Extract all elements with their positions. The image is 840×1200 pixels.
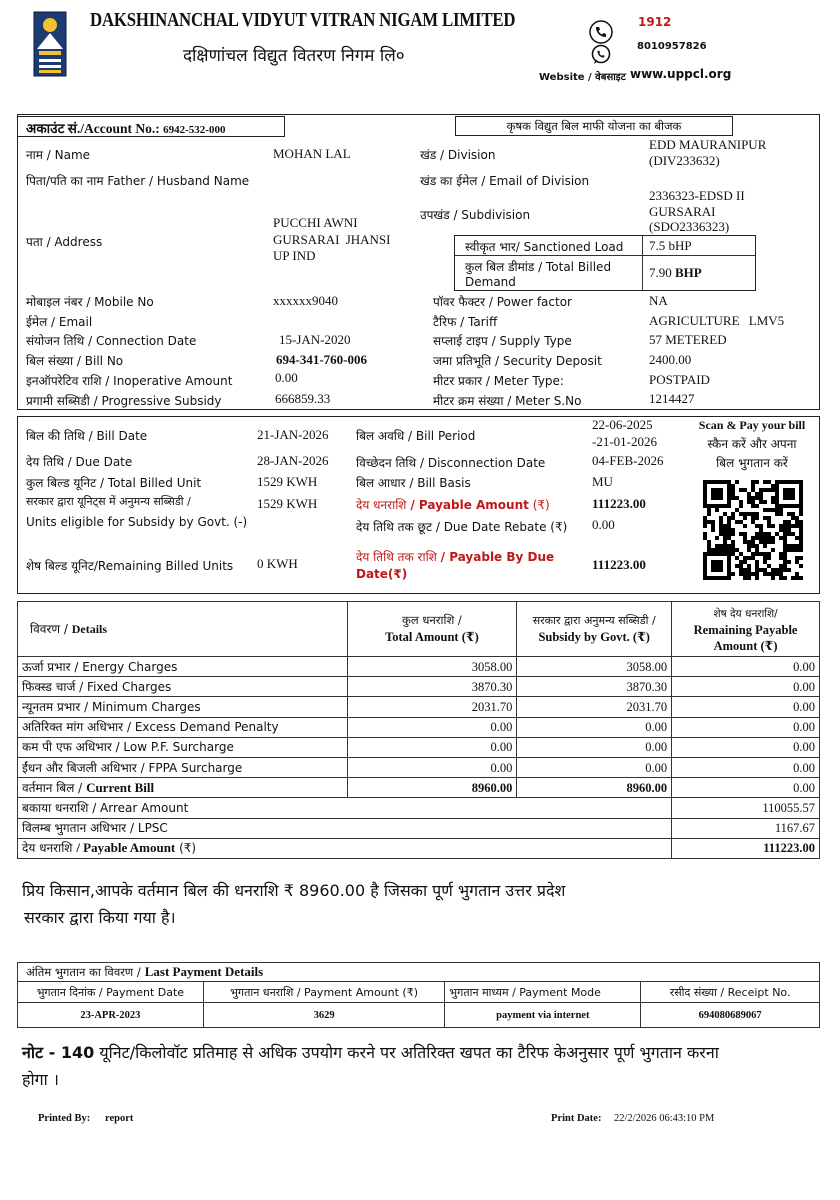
due-date-label: देय तिथि / Due Date (26, 455, 133, 469)
scan-pay-line-3: बिल भुगतान करें (716, 456, 788, 470)
note-units: 140 (60, 1043, 95, 1062)
subsidy-header-2: Subsidy by Govt. (₹) (538, 630, 650, 644)
note-line-2: होगा । (22, 1070, 59, 1089)
arrear-value: 110055.57 (672, 798, 820, 818)
account-number: 6942-532-000 (163, 124, 226, 136)
payable-amount-label (356, 496, 550, 513)
father-label: पिता/पति का नाम Father / Husband Name (26, 174, 250, 188)
payable-due-label-hi: देय तिथि तक राशि (356, 550, 437, 564)
print-date-label: Print Date: (551, 1113, 602, 1124)
meter-sno-label: मीटर क्रम संख्या / Meter S.No (433, 394, 582, 408)
progressive-value: 666859.33 (275, 391, 331, 406)
subsidy-units-value: 1529 KWH (257, 496, 318, 511)
remaining-header-3: Amount (₹) (713, 638, 778, 653)
sanctioned-load-value: 7.5 bHP (649, 238, 692, 253)
pf-value: NA (649, 293, 668, 308)
charge-label: ऊर्जा प्रभार / Energy Charges (18, 657, 348, 677)
bill-date-label: बिल की तिथि / Bill Date (26, 429, 148, 443)
remaining-header-2: Remaining Payable (693, 622, 798, 637)
subsidy-units-label-2: Units eligible for Subsidy by Govt. (-) (26, 515, 248, 529)
payable-row-rupee: (₹) (179, 841, 197, 856)
details-header-en: Details (71, 622, 108, 636)
inoperative-value: 0.00 (275, 370, 298, 385)
charge-subsidy: 3058.00 (517, 657, 672, 677)
subdivision-value-3: (SDO2336323) (649, 219, 730, 234)
website-link[interactable]: www.uppcl.org (630, 67, 732, 81)
progressive-label: प्रगामी सब्सिडी / Progressive Subsidy (26, 394, 222, 408)
payable-row-label-hi: देय धनराशि (22, 841, 73, 856)
table-row (18, 697, 820, 717)
payable-row (18, 838, 820, 858)
last-payment-title-hi: अंतिम भुगतान का विवरण / (26, 965, 141, 979)
payment-date-value: 23-APR-2023 (18, 1003, 204, 1028)
print-date-value: 22/2/2026 06:43:10 PM (614, 1113, 715, 1124)
phone-icon (589, 20, 613, 44)
payment-qr-code[interactable] (703, 480, 803, 580)
connection-date-value: 15-JAN-2020 (279, 332, 351, 347)
charge-subsidy: 0.00 (517, 737, 672, 757)
current-bill-label-hi: वर्तमान बिल / (22, 780, 83, 795)
subdivision-value-1: 2336323-EDSD II (649, 188, 745, 203)
sanctioned-load-label: स्वीकृत भार/ Sanctioned Load (465, 240, 624, 254)
payable-label-rupee: (₹) (532, 498, 550, 512)
bill-basis-value: MU (592, 474, 613, 489)
charge-remaining: 0.00 (672, 717, 820, 737)
bill-period-label: बिल अवधि / Bill Period (356, 429, 476, 443)
table-row (18, 677, 820, 697)
subsidy-header-1: सरकार द्वारा अनुमन्य सब्सिडी / (532, 614, 656, 627)
arrear-label: बकाया धनराशि / Arrear Amount (18, 798, 672, 818)
payment-amount-value: 3629 (203, 1003, 445, 1028)
current-bill-remaining: 0.00 (672, 778, 820, 798)
bill-date-value: 21-JAN-2026 (257, 427, 329, 442)
connection-date-label: संयोजन तिथि / Connection Date (26, 334, 197, 348)
tariff-label: टैरिफ / Tariff (433, 315, 498, 329)
lpsc-label: विलम्ब भुगतान अधिभार / LPSC (18, 818, 672, 838)
address-label: पता / Address (26, 235, 103, 249)
division-email-label: खंड का ईमेल / Email of Division (420, 174, 590, 188)
address-line-2: GURSARAI JHANSI (273, 232, 391, 247)
account-number-box (17, 116, 285, 137)
billed-demand-label-2: Demand (465, 275, 516, 289)
charge-subsidy: 2031.70 (517, 697, 672, 717)
pf-label: पॉवर फैक्टर / Power factor (433, 295, 572, 309)
division-value-2: (DIV233632) (649, 153, 720, 168)
arrear-row (18, 798, 820, 818)
charge-remaining: 0.00 (672, 757, 820, 777)
remaining-header (672, 602, 820, 657)
payable-label-hi: देय धनराशि (356, 498, 407, 512)
total-header-1: कुल धनराशि / (402, 613, 462, 627)
deposit-value: 2400.00 (649, 352, 692, 367)
remaining-units-value: 0 KWH (257, 556, 298, 571)
helpline-number: 1912 (638, 15, 672, 29)
last-payment-title-en: Last Payment Details (144, 964, 264, 979)
email-label: ईमेल / Email (26, 315, 93, 329)
note-text: यूनिट/किलोवॉट प्रतिमाह से अधिक उपयोग करने पर अतिरिक्त खपत का टैरिफ केअनुसार पूर्ण भुगतान करना (94, 1043, 719, 1062)
current-bill-total: 8960.00 (347, 778, 517, 798)
company-name-hi: दक्षिणांचल विद्युत वितरण निगम लि० (183, 46, 405, 66)
payable-row-value: 111223.00 (672, 838, 820, 858)
current-bill-row (18, 778, 820, 798)
charge-total: 3058.00 (347, 657, 517, 677)
farmer-message-line-1: प्रिय किसान,आपके वर्तमान बिल की धनराशि ₹ 8960.00 है जिसका पूर्ण भुगतान उत्तर प्रदेश (22, 881, 566, 900)
whatsapp-icon (590, 44, 612, 66)
table-row (18, 757, 820, 777)
payment-date-header: भुगतान दिनांक / Payment Date (18, 982, 204, 1003)
lpsc-value: 1167.67 (672, 818, 820, 838)
website-label: Website / वेबसाइट (539, 72, 626, 83)
payment-amount-header: भुगतान धनराशि / Payment Amount (₹) (203, 982, 445, 1003)
charge-total: 0.00 (347, 737, 517, 757)
current-bill-subsidy: 8960.00 (517, 778, 672, 798)
charge-label: कम पी एफ अधिभार / Low P.F. Surcharge (18, 737, 348, 757)
mobile-label: मोबाइल नंबर / Mobile No (26, 295, 154, 309)
last-payment-title (18, 963, 820, 982)
payable-due-label-en-1: / Payable By Due (440, 550, 555, 564)
company-name-en: DAKSHINANCHAL VIDYUT VITRAN NIGAM LIMITED (90, 10, 516, 31)
table-row (18, 737, 820, 757)
scan-pay-line-1: Scan & Pay your bill (698, 418, 806, 432)
printed-by-value: report (105, 1113, 134, 1124)
charge-remaining: 0.00 (672, 657, 820, 677)
total-header-2: Total Amount (₹) (385, 630, 479, 644)
address-line-1: PUCCHI AWNI (273, 215, 358, 230)
meter-sno-value: 1214427 (649, 391, 695, 406)
charge-remaining: 0.00 (672, 737, 820, 757)
bill-basis-label: बिल आधार / Bill Basis (356, 476, 471, 490)
account-label: अकाउंट सं./Account No.: (26, 121, 160, 136)
division-label: खंड / Division (420, 148, 496, 162)
charge-remaining: 0.00 (672, 677, 820, 697)
receipt-no-header: रसीद संख्या / Receipt No. (641, 982, 820, 1003)
charge-label: न्यूनतम प्रभार / Minimum Charges (18, 697, 348, 717)
meter-type-label: मीटर प्रकार / Meter Type: (433, 374, 564, 388)
billed-demand-value (649, 265, 702, 281)
bill-period-end: -21-01-2026 (592, 434, 657, 449)
charge-total: 3870.30 (347, 677, 517, 697)
lpsc-row (18, 818, 820, 838)
division-value-1: EDD MAURANIPUR (649, 137, 767, 152)
payable-label-en: / Payable Amount (410, 498, 529, 512)
charge-total: 0.00 (347, 717, 517, 737)
disconnection-value: 04-FEB-2026 (592, 453, 664, 468)
charge-label: फिक्स्ड चार्ज / Fixed Charges (18, 677, 348, 697)
meter-type-value: POSTPAID (649, 372, 710, 387)
charge-remaining: 0.00 (672, 697, 820, 717)
payable-due-label-en-2: Date(₹) (356, 567, 408, 581)
charge-total: 2031.70 (347, 697, 517, 717)
payable-row-label-en: / Payable Amount (76, 840, 176, 856)
disconnection-label: विच्छेदन तिथि / Disconnection Date (356, 456, 546, 470)
bill-no-label: बिल संख्या / Bill No (26, 354, 124, 368)
supply-value: 57 METERED (649, 332, 727, 347)
bill-no-value: 694-341-760-006 (276, 352, 367, 367)
table-row (18, 717, 820, 737)
subsidy-units-label-1: सरकार द्वारा यूनिट्स में अनुमन्य सब्सिडी / (26, 495, 191, 508)
rebate-value: 0.00 (592, 517, 615, 532)
details-header (18, 602, 348, 657)
billed-demand-label-1: कुल बिल डीमांड / Total Billed (465, 260, 612, 274)
charge-label: अतिरिक्त मांग अधिभार / Excess Demand Penalty (18, 717, 348, 737)
table-row (18, 657, 820, 677)
remaining-header-1: शेष देय धनराशि/ (713, 607, 778, 620)
name-value: MOHAN LAL (273, 146, 351, 161)
address-line-3: UP IND (273, 248, 316, 263)
charge-label: ईंधन और बिजली अधिभार / FPPA Surcharge (18, 757, 348, 777)
receipt-no-value: 694080689067 (641, 1003, 820, 1028)
billed-unit-value: 1529 KWH (257, 474, 318, 489)
printed-by-label: Printed By: (38, 1113, 91, 1124)
scan-pay-line-2: स्कैन करें और अपना (707, 437, 797, 451)
deposit-label: जमा प्रतिभूति / Security Deposit (433, 354, 602, 368)
mobile-value: xxxxxx9040 (273, 293, 338, 308)
last-payment-table (17, 962, 820, 1028)
total-amount-header (347, 602, 517, 657)
payable-due-value: 111223.00 (592, 557, 646, 572)
subsidy-header (517, 602, 672, 657)
payable-amount-value: 111223.00 (592, 496, 646, 511)
charge-subsidy: 0.00 (517, 717, 672, 737)
name-label: नाम / Name (26, 148, 91, 162)
payment-mode-header: भुगतान माध्यम / Payment Mode (445, 982, 641, 1003)
scheme-title: कृषक विद्युत बिल माफी योजना का बीजक (506, 119, 682, 133)
subdivision-value-2: GURSARAI (649, 204, 716, 219)
charges-table (17, 601, 820, 859)
bill-period-start: 22-06-2025 (592, 417, 653, 432)
charge-subsidy: 0.00 (517, 757, 672, 777)
billed-unit-label: कुल बिल्ड यूनिट / Total Billed Unit (26, 476, 202, 490)
remaining-units-label: शेष बिल्ड यूनिट/Remaining Billed Units (26, 559, 234, 573)
billed-demand-unit: BHP (675, 265, 702, 280)
tariff-value: AGRICULTURE LMV5 (649, 313, 785, 328)
note-prefix: नोट - (22, 1043, 61, 1062)
billed-demand-number: 7.90 (649, 265, 672, 280)
details-header-hi: विवरण / (30, 622, 68, 636)
current-bill-label-en: Current Bill (86, 779, 155, 795)
rebate-label: देय तिथि तक छूट / Due Date Rebate (₹) (356, 520, 568, 534)
whatsapp-number: 8010957826 (637, 41, 707, 52)
inoperative-label: इनऑपरेटिव राशि / Inoperative Amount (26, 374, 233, 388)
payable-due-label (356, 549, 554, 583)
charge-subsidy: 3870.30 (517, 677, 672, 697)
farmer-message-line-2: सरकार द्वारा किया गया है। (24, 908, 176, 927)
supply-label: सप्लाई टाइप / Supply Type (433, 334, 572, 348)
payment-mode-value: payment via internet (445, 1003, 641, 1028)
note-line-1 (22, 1041, 719, 1063)
company-logo (33, 11, 67, 77)
charge-total: 0.00 (347, 757, 517, 777)
subdivision-label: उपखंड / Subdivision (420, 208, 531, 222)
due-date-value: 28-JAN-2026 (257, 453, 329, 468)
scheme-title-box (455, 116, 733, 136)
